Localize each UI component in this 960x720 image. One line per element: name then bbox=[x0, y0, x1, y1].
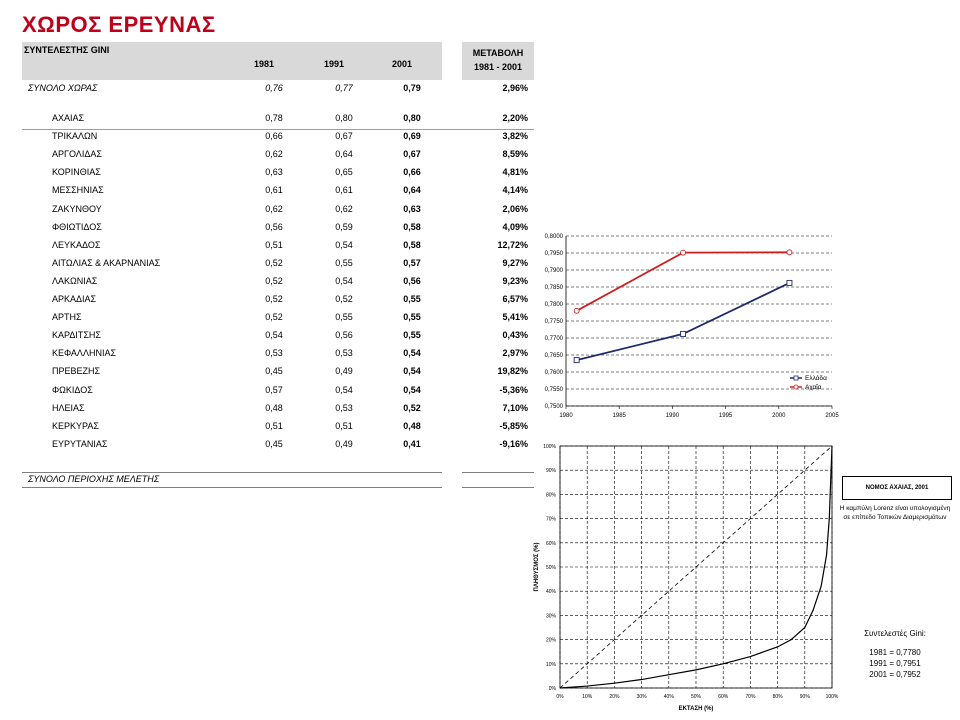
value-1981: 0,51 bbox=[265, 420, 283, 431]
row-name: ΚΟΡΙΝΘΙΑΣ bbox=[52, 167, 101, 178]
value-1991: 0,49 bbox=[335, 366, 353, 377]
value-2001: 0,64 bbox=[403, 185, 421, 196]
x-tick-label: 70% bbox=[745, 694, 756, 700]
value-1991: 0,59 bbox=[335, 221, 353, 232]
change-header-period: 1981 - 2001 bbox=[473, 62, 523, 72]
change-value: 9,27% bbox=[502, 257, 528, 268]
bottom-separator-change bbox=[462, 487, 534, 488]
y-tick-label: 0,7800 bbox=[544, 302, 563, 308]
value-2001: 0,55 bbox=[403, 330, 421, 341]
value-2001: 0,54 bbox=[403, 366, 421, 377]
y-tick-label: 40% bbox=[545, 589, 556, 596]
table-row bbox=[22, 219, 534, 237]
x-tick-label: 80% bbox=[772, 694, 783, 700]
x-tick-label: 40% bbox=[663, 694, 674, 700]
value-1981: 0,61 bbox=[265, 185, 283, 196]
table-row bbox=[22, 182, 534, 200]
y-tick-label: 0,7600 bbox=[544, 370, 563, 376]
x-tick-label: 20% bbox=[609, 694, 620, 700]
page-title: ΧΩΡΟΣ ΕΡΕΥΝΑΣ bbox=[22, 12, 216, 37]
data-point bbox=[574, 308, 579, 313]
change-value: 2,20% bbox=[502, 113, 528, 123]
table-row bbox=[22, 146, 534, 164]
data-point bbox=[681, 331, 686, 336]
value-2001: 0,55 bbox=[403, 294, 421, 304]
change-value: 0,43% bbox=[502, 330, 528, 341]
y-tick-label: 0,7550 bbox=[544, 387, 563, 393]
value-1991: 0,49 bbox=[335, 438, 353, 449]
value-1981: 0,52 bbox=[265, 294, 283, 304]
gini-1981: 1981 = 0,7780 bbox=[869, 648, 921, 657]
value-1991: 0,55 bbox=[335, 312, 353, 323]
change-value: -5,85% bbox=[499, 420, 528, 431]
x-tick-label: 2000 bbox=[772, 413, 786, 419]
value-1981: 0,52 bbox=[265, 275, 283, 286]
change-value: 4,81% bbox=[502, 167, 528, 178]
y-tick-label: 10% bbox=[545, 661, 556, 668]
value-2001: 0,69 bbox=[403, 131, 421, 142]
y-tick-label: 0,7700 bbox=[544, 336, 563, 342]
row-name: ΚΕΦΑΛΛΗΝΙΑΣ bbox=[52, 348, 117, 359]
gini-1991: 1991 = 0,7951 bbox=[869, 659, 921, 668]
legend-label: Ελλάδα bbox=[805, 375, 827, 382]
table-row bbox=[22, 128, 534, 146]
series-line bbox=[577, 283, 790, 360]
value-2001: 0,52 bbox=[403, 402, 421, 413]
gini-coefficients bbox=[836, 628, 954, 680]
change-value: -5,36% bbox=[499, 384, 528, 395]
table-separator bbox=[22, 129, 534, 130]
value-1981: 0,45 bbox=[265, 366, 283, 377]
row-name: ΗΛΕΙΑΣ bbox=[52, 402, 85, 413]
table-row bbox=[22, 345, 534, 363]
row-name: ΛΑΚΩΝΙΑΣ bbox=[52, 275, 98, 286]
x-tick-label: 1990 bbox=[665, 413, 680, 419]
change-value: 2,96% bbox=[502, 83, 528, 93]
value-2001: 0,79 bbox=[403, 83, 421, 93]
x-tick-label: 10% bbox=[582, 694, 593, 700]
legend-marker bbox=[794, 376, 798, 380]
y-tick-label: 0,7750 bbox=[544, 319, 563, 325]
value-1991: 0,64 bbox=[335, 149, 353, 160]
change-value: 2,06% bbox=[502, 203, 528, 214]
change-header-title: ΜΕΤΑΒΟΛΗ bbox=[472, 48, 524, 58]
change-value: 2,97% bbox=[502, 348, 528, 359]
y-tick-label: 0,7500 bbox=[544, 404, 563, 410]
row-name: ΦΘΙΩΤΙΔΟΣ bbox=[52, 221, 102, 232]
data-point bbox=[681, 250, 686, 255]
row-name: ΑΙΤΩΛΙΑΣ & ΑΚΑΡΝΑΝΙΑΣ bbox=[52, 257, 161, 268]
change-value: 5,41% bbox=[502, 312, 528, 323]
x-tick-label: 1985 bbox=[612, 413, 626, 419]
year-1991-header: 1991 bbox=[323, 59, 345, 69]
change-value: 7,10% bbox=[502, 402, 528, 413]
change-value: 4,14% bbox=[502, 185, 528, 196]
row-name: ΑΡΓΟΛΙΔΑΣ bbox=[52, 149, 102, 160]
y-tick-label: 30% bbox=[545, 613, 556, 620]
row-name: ΕΥΡΥΤΑΝΙΑΣ bbox=[52, 438, 108, 449]
y-tick-label: 60% bbox=[545, 540, 556, 547]
y-tick-label: 0,8000 bbox=[544, 234, 563, 240]
gini-header-label: ΣΥΝΤΕΛΕΣΤΗΣ GINI bbox=[24, 45, 110, 55]
row-name: ΣΥΝΟΛΟ ΧΩΡΑΣ bbox=[28, 83, 98, 93]
value-1981: 0,52 bbox=[265, 312, 283, 323]
value-2001: 0,58 bbox=[403, 239, 421, 250]
series-line bbox=[577, 252, 790, 310]
value-2001: 0,54 bbox=[403, 384, 421, 395]
value-1991: 0,61 bbox=[335, 185, 353, 196]
value-1991: 0,67 bbox=[335, 131, 353, 142]
value-2001: 0,80 bbox=[403, 113, 421, 123]
y-tick-label: 0,7850 bbox=[544, 285, 563, 291]
data-point bbox=[574, 358, 579, 363]
x-tick-label: 1980 bbox=[559, 413, 573, 419]
table-row bbox=[22, 164, 534, 182]
bottom-separator bbox=[22, 487, 442, 488]
table-row bbox=[22, 400, 534, 418]
row-name: ΚΕΡΚΥΡΑΣ bbox=[52, 420, 99, 431]
x-tick-label: 0% bbox=[556, 694, 564, 700]
row-name: ΛΕΥΚΑΔΟΣ bbox=[52, 239, 101, 250]
gini-title: Συντελεστές Gini: bbox=[864, 629, 926, 638]
change-value: 4,09% bbox=[502, 221, 528, 232]
value-1991: 0,53 bbox=[335, 348, 353, 359]
table-row bbox=[22, 363, 534, 381]
table-row bbox=[22, 291, 534, 309]
y-tick-label: 0,7950 bbox=[544, 251, 563, 257]
value-1991: 0,62 bbox=[335, 203, 353, 214]
table-row bbox=[22, 436, 534, 454]
legend-marker bbox=[794, 385, 798, 389]
value-1981: 0,45 bbox=[265, 438, 283, 449]
legend-label: Αχαΐα bbox=[805, 384, 822, 391]
value-1981: 0,62 bbox=[265, 203, 283, 214]
row-name: ΜΕΣΣΗΝΙΑΣ bbox=[52, 185, 104, 196]
row-name: ΦΩΚΙΔΟΣ bbox=[52, 384, 93, 395]
value-2001: 0,66 bbox=[403, 167, 421, 178]
change-header bbox=[462, 42, 534, 80]
table-row bbox=[22, 309, 534, 327]
value-2001: 0,48 bbox=[403, 420, 421, 431]
row-name: ΣΥΝΟΛΟ ΠΕΡΙΟΧΗΣ ΜΕΛΕΤΗΣ bbox=[28, 474, 160, 484]
data-point bbox=[787, 280, 792, 285]
value-1991: 0,54 bbox=[335, 275, 353, 286]
value-2001: 0,54 bbox=[403, 348, 421, 359]
value-1991: 0,52 bbox=[335, 294, 353, 304]
value-1991: 0,65 bbox=[335, 167, 353, 178]
value-1981: 0,52 bbox=[265, 257, 283, 268]
value-1981: 0,66 bbox=[265, 131, 283, 142]
y-tick-label: 0% bbox=[548, 686, 556, 692]
lorenz-curve-chart bbox=[528, 438, 839, 720]
x-tick-label: 30% bbox=[636, 694, 647, 700]
change-value: 9,23% bbox=[502, 275, 528, 286]
x-tick-label: 60% bbox=[718, 694, 729, 700]
x-tick-label: 2005 bbox=[825, 413, 839, 419]
value-2001: 0,55 bbox=[403, 312, 421, 323]
lorenz-label-box: ΝΟΜΟΣ ΑΧΑΙΑΣ, 2001 bbox=[842, 476, 952, 500]
value-1991: 0,53 bbox=[335, 402, 353, 413]
x-axis-label: ΕΚΤΑΣΗ (%) bbox=[678, 706, 714, 712]
y-tick-label: 100% bbox=[543, 444, 556, 450]
change-value: 12,72% bbox=[497, 239, 528, 250]
value-2001: 0,58 bbox=[403, 221, 421, 232]
value-1981: 0,51 bbox=[265, 239, 283, 250]
table-row bbox=[22, 418, 534, 436]
value-1991: 0,54 bbox=[335, 384, 353, 395]
change-value: 6,57% bbox=[502, 294, 528, 304]
table-row bbox=[22, 237, 534, 255]
table-row bbox=[22, 110, 534, 128]
value-1981: 0,57 bbox=[265, 384, 283, 395]
value-1991: 0,56 bbox=[335, 330, 353, 341]
year-2001-header: 2001 bbox=[391, 59, 413, 69]
value-1981: 0,78 bbox=[265, 113, 283, 123]
year-1981-header: 1981 bbox=[253, 59, 275, 69]
value-1991: 0,77 bbox=[335, 83, 353, 93]
gini-2001: 2001 = 0,7952 bbox=[869, 670, 921, 679]
row-name: ΑΡΚΑΔΙΑΣ bbox=[52, 294, 97, 304]
value-1981: 0,56 bbox=[265, 221, 283, 232]
value-2001: 0,56 bbox=[403, 275, 421, 286]
change-value: 8,59% bbox=[502, 149, 528, 160]
value-1981: 0,54 bbox=[265, 330, 283, 341]
value-2001: 0,63 bbox=[403, 203, 421, 214]
table-header bbox=[22, 42, 442, 80]
value-1991: 0,54 bbox=[335, 239, 353, 250]
x-tick-label: 100% bbox=[825, 694, 839, 700]
change-value: -9,16% bbox=[499, 438, 528, 449]
lorenz-note: Η καμπύλη Lorenz είναι υπολογισμένη σε επίπεδο Τοπικών Διαμερισμάτων bbox=[839, 505, 951, 521]
table-row bbox=[22, 382, 534, 400]
y-tick-label: 50% bbox=[545, 565, 556, 571]
y-tick-label: 0,7900 bbox=[544, 268, 563, 274]
value-1981: 0,76 bbox=[265, 83, 283, 93]
gini-trend-chart bbox=[528, 226, 844, 426]
value-1981: 0,53 bbox=[265, 348, 283, 359]
value-1981: 0,48 bbox=[265, 402, 283, 413]
table-row bbox=[22, 201, 534, 219]
value-1991: 0,51 bbox=[335, 420, 353, 431]
y-tick-label: 0,7650 bbox=[544, 353, 563, 359]
value-2001: 0,41 bbox=[403, 438, 421, 449]
country-total-row bbox=[22, 80, 534, 98]
table-row bbox=[22, 327, 534, 345]
table-row bbox=[22, 273, 534, 291]
x-tick-label: 1995 bbox=[718, 413, 733, 419]
value-2001: 0,67 bbox=[403, 149, 421, 160]
change-value: 3,82% bbox=[502, 131, 528, 142]
row-name: ΚΑΡΔΙΤΣΗΣ bbox=[52, 330, 101, 341]
x-tick-label: 50% bbox=[690, 694, 702, 700]
row-name: ΤΡΙΚΑΛΩΝ bbox=[52, 131, 98, 142]
value-1991: 0,80 bbox=[335, 113, 353, 123]
value-2001: 0,57 bbox=[403, 257, 421, 268]
value-1991: 0,55 bbox=[335, 257, 353, 268]
y-axis-label: ΠΛΗΘΥΣΜΟΣ (%) bbox=[534, 542, 540, 592]
row-name: ΖΑΚΥΝΘΟΥ bbox=[52, 203, 102, 214]
row-name: ΠΡΕΒΕΖΗΣ bbox=[52, 366, 101, 377]
row-name: ΑΧΑΙΑΣ bbox=[52, 113, 85, 123]
y-tick-label: 80% bbox=[545, 492, 556, 499]
y-tick-label: 70% bbox=[545, 516, 556, 523]
change-value: 19,82% bbox=[497, 366, 528, 377]
table-row bbox=[22, 255, 534, 273]
data-point bbox=[787, 250, 792, 255]
value-1981: 0,63 bbox=[265, 167, 283, 178]
y-tick-label: 20% bbox=[545, 637, 556, 644]
row-name: ΑΡΤΗΣ bbox=[52, 312, 82, 323]
x-tick-label: 90% bbox=[799, 694, 810, 700]
y-tick-label: 90% bbox=[545, 468, 556, 475]
value-1981: 0,62 bbox=[265, 149, 283, 160]
